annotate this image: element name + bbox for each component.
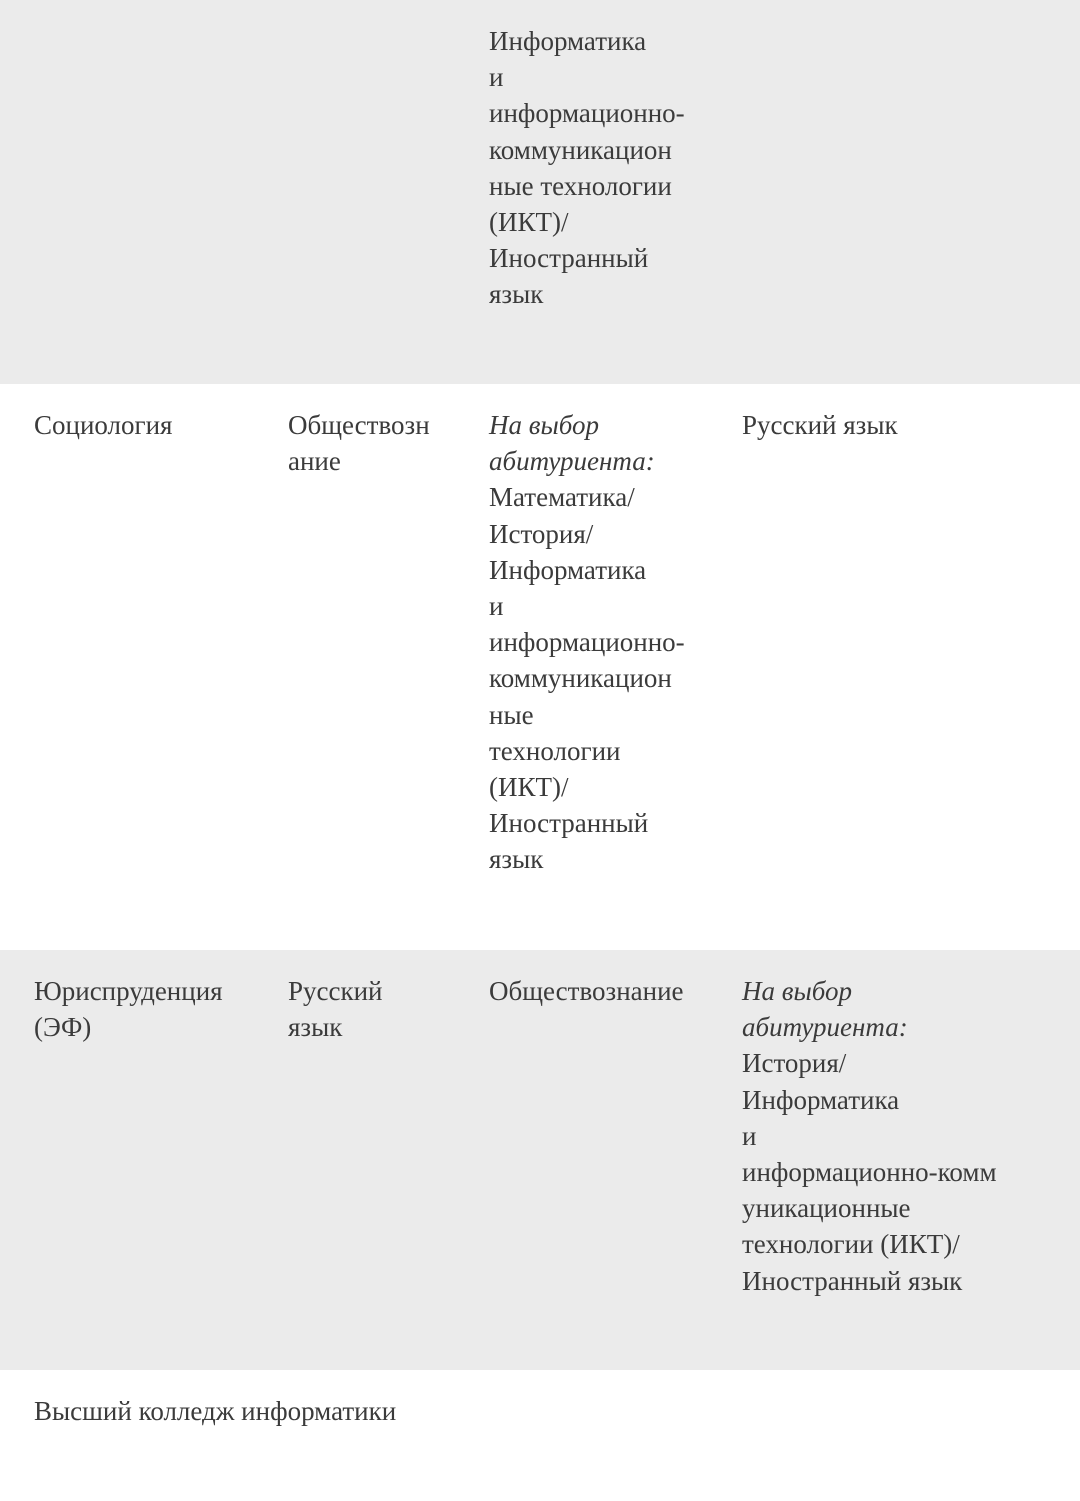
- cell-line-choice-label: абитуриента:: [489, 446, 655, 477]
- cell-line: Русский язык: [742, 410, 898, 440]
- cell-line: Информатика: [489, 26, 647, 56]
- cell-line: Обществознание: [489, 976, 684, 1006]
- cell-line-choice-label: На выбор: [742, 976, 852, 1006]
- cell-line: История/: [742, 1048, 847, 1079]
- table-cell-subject-1: [288, 950, 478, 1045]
- cell-line-choice-label: На выбор: [489, 410, 599, 440]
- table-row: [0, 1370, 1080, 1501]
- table-cell-subject-choice: [742, 950, 1062, 1299]
- cell-line: и: [742, 1120, 757, 1151]
- cell-line: коммуникацион: [489, 663, 672, 694]
- cell-line: Русский: [288, 976, 383, 1006]
- table-row: [0, 0, 1080, 384]
- table-cell-subject-choice: [489, 0, 729, 313]
- cell-line: История/: [489, 518, 594, 549]
- cell-line: Иностранный: [489, 808, 649, 839]
- cell-line: информационно-комм: [742, 1157, 997, 1188]
- table-cell-subject-choice: [489, 384, 729, 878]
- cell-line: технологии (ИКТ)/: [742, 1229, 960, 1260]
- table-row: [0, 950, 1080, 1370]
- cell-line: Иностранный язык: [742, 1265, 963, 1296]
- table-cell-subject-3: [742, 384, 1062, 443]
- cell-line: информационно-: [489, 98, 685, 129]
- cell-line: уникационные: [742, 1193, 911, 1224]
- cell-line-choice-label: абитуриента:: [742, 1012, 908, 1043]
- cell-line: Юриспруденция: [34, 976, 223, 1006]
- cell-line: ные: [489, 699, 534, 730]
- cell-line: Обществозн: [288, 410, 430, 440]
- cell-line: (ЭФ): [34, 1012, 92, 1043]
- cell-line: язык: [489, 279, 544, 310]
- cell-line: (ИКТ)/: [489, 207, 569, 238]
- cell-line: (ИКТ)/: [489, 772, 569, 803]
- cell-line: Высший колледж информатики: [34, 1396, 397, 1426]
- table-cell-program: [34, 950, 274, 1045]
- cell-line: и: [489, 591, 504, 622]
- cell-line: язык: [489, 844, 544, 875]
- cell-line: Математика/: [489, 482, 635, 513]
- cell-line: коммуникацион: [489, 134, 672, 165]
- cell-line: и: [489, 62, 504, 93]
- cell-line: технологии: [489, 735, 621, 766]
- cell-line: Иностранный: [489, 243, 649, 274]
- cell-line: Социология: [34, 410, 173, 440]
- table-cell-subject-1: [288, 384, 478, 479]
- table-cell-section-heading: [34, 1370, 734, 1429]
- table-cell-subject-2: [489, 950, 729, 1009]
- cell-line: информационно-: [489, 627, 685, 658]
- cell-line: Информатика: [489, 554, 647, 585]
- cell-line: ание: [288, 446, 341, 477]
- table-cell-program: [34, 384, 274, 443]
- table-row: [0, 384, 1080, 950]
- cell-line: язык: [288, 1012, 343, 1043]
- cell-line: Информатика: [742, 1084, 900, 1115]
- cell-line: ные технологии: [489, 170, 672, 201]
